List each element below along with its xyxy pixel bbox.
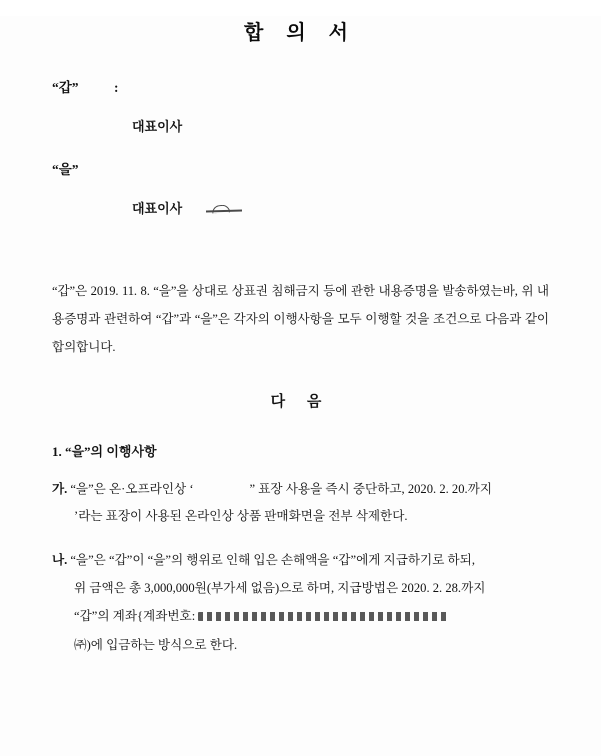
- clause-marker-na: 나.: [52, 553, 68, 568]
- section-title-1: 1. “을”의 이행사항: [52, 443, 157, 459]
- section-heading-daeum: 다 음: [270, 393, 331, 410]
- clause-marker-ga: 가.: [52, 481, 68, 496]
- rep-label-eul: 대표이사: [132, 200, 183, 216]
- party-row-gap: [52, 79, 549, 98]
- clause-ga-text-2: ” 표장 사용을 즉시 중단하고, 2020. 2. 20.까지: [249, 481, 492, 496]
- clause-na-line-1: “을”은 “갑”이 “을”의 행위로 인해 입은 손해액을 “갑”에게 지급하기로 하되,: [70, 553, 476, 568]
- rep-row-eul: [52, 198, 549, 217]
- clause-na: [52, 547, 549, 660]
- rep-label-gap: 대표이사: [132, 118, 183, 134]
- clause-na-account-prefix: “갑”의 계좌{계좌번호:: [74, 608, 196, 623]
- preamble-paragraph: “갑”은 2019. 11. 8. “을”을 상대로 상표권 침해금지 등에 관한 내용증명을 발송하였는바, 위 내용증명과 관련하여 “갑”과 “을”은 각자의 이행사항을 모두 이행할 것을 조건으로 다음과 같이 합의합니다.: [52, 283, 549, 355]
- clause-na-line-4: ㈜)에 입금하는 방식으로 한다.: [74, 638, 238, 653]
- clause-ga-continuation: ’라는 표장이 사용된 온라인상 상품 판매화면을 전부 삭제한다.: [74, 509, 408, 524]
- document-page: [0, 16, 601, 756]
- clause-na-line-2: 위 금액은 총 3,000,000원(부가세 없음)으로 하며, 지급방법은 2020. 2. 28.까지: [74, 580, 486, 595]
- clause-ga-text-1: “을”은 온·오프라인상 ‘: [70, 481, 194, 496]
- clause-na-line-3: [52, 603, 549, 631]
- clause-ga: [52, 476, 549, 531]
- party-row-eul: [52, 161, 549, 180]
- signature-scribble-icon: [202, 204, 248, 216]
- party-colon-gap: :: [114, 80, 119, 95]
- rep-row-gap: [52, 116, 549, 135]
- page-title: 합 의 서: [244, 22, 357, 44]
- vertical-spacer: [52, 217, 549, 271]
- parties-block: [52, 79, 549, 217]
- redacted-account-number: [198, 612, 448, 621]
- rep-name-eul: [202, 201, 549, 217]
- party-label-eul: “을”: [52, 161, 79, 177]
- party-label-gap: “갑”: [52, 80, 79, 95]
